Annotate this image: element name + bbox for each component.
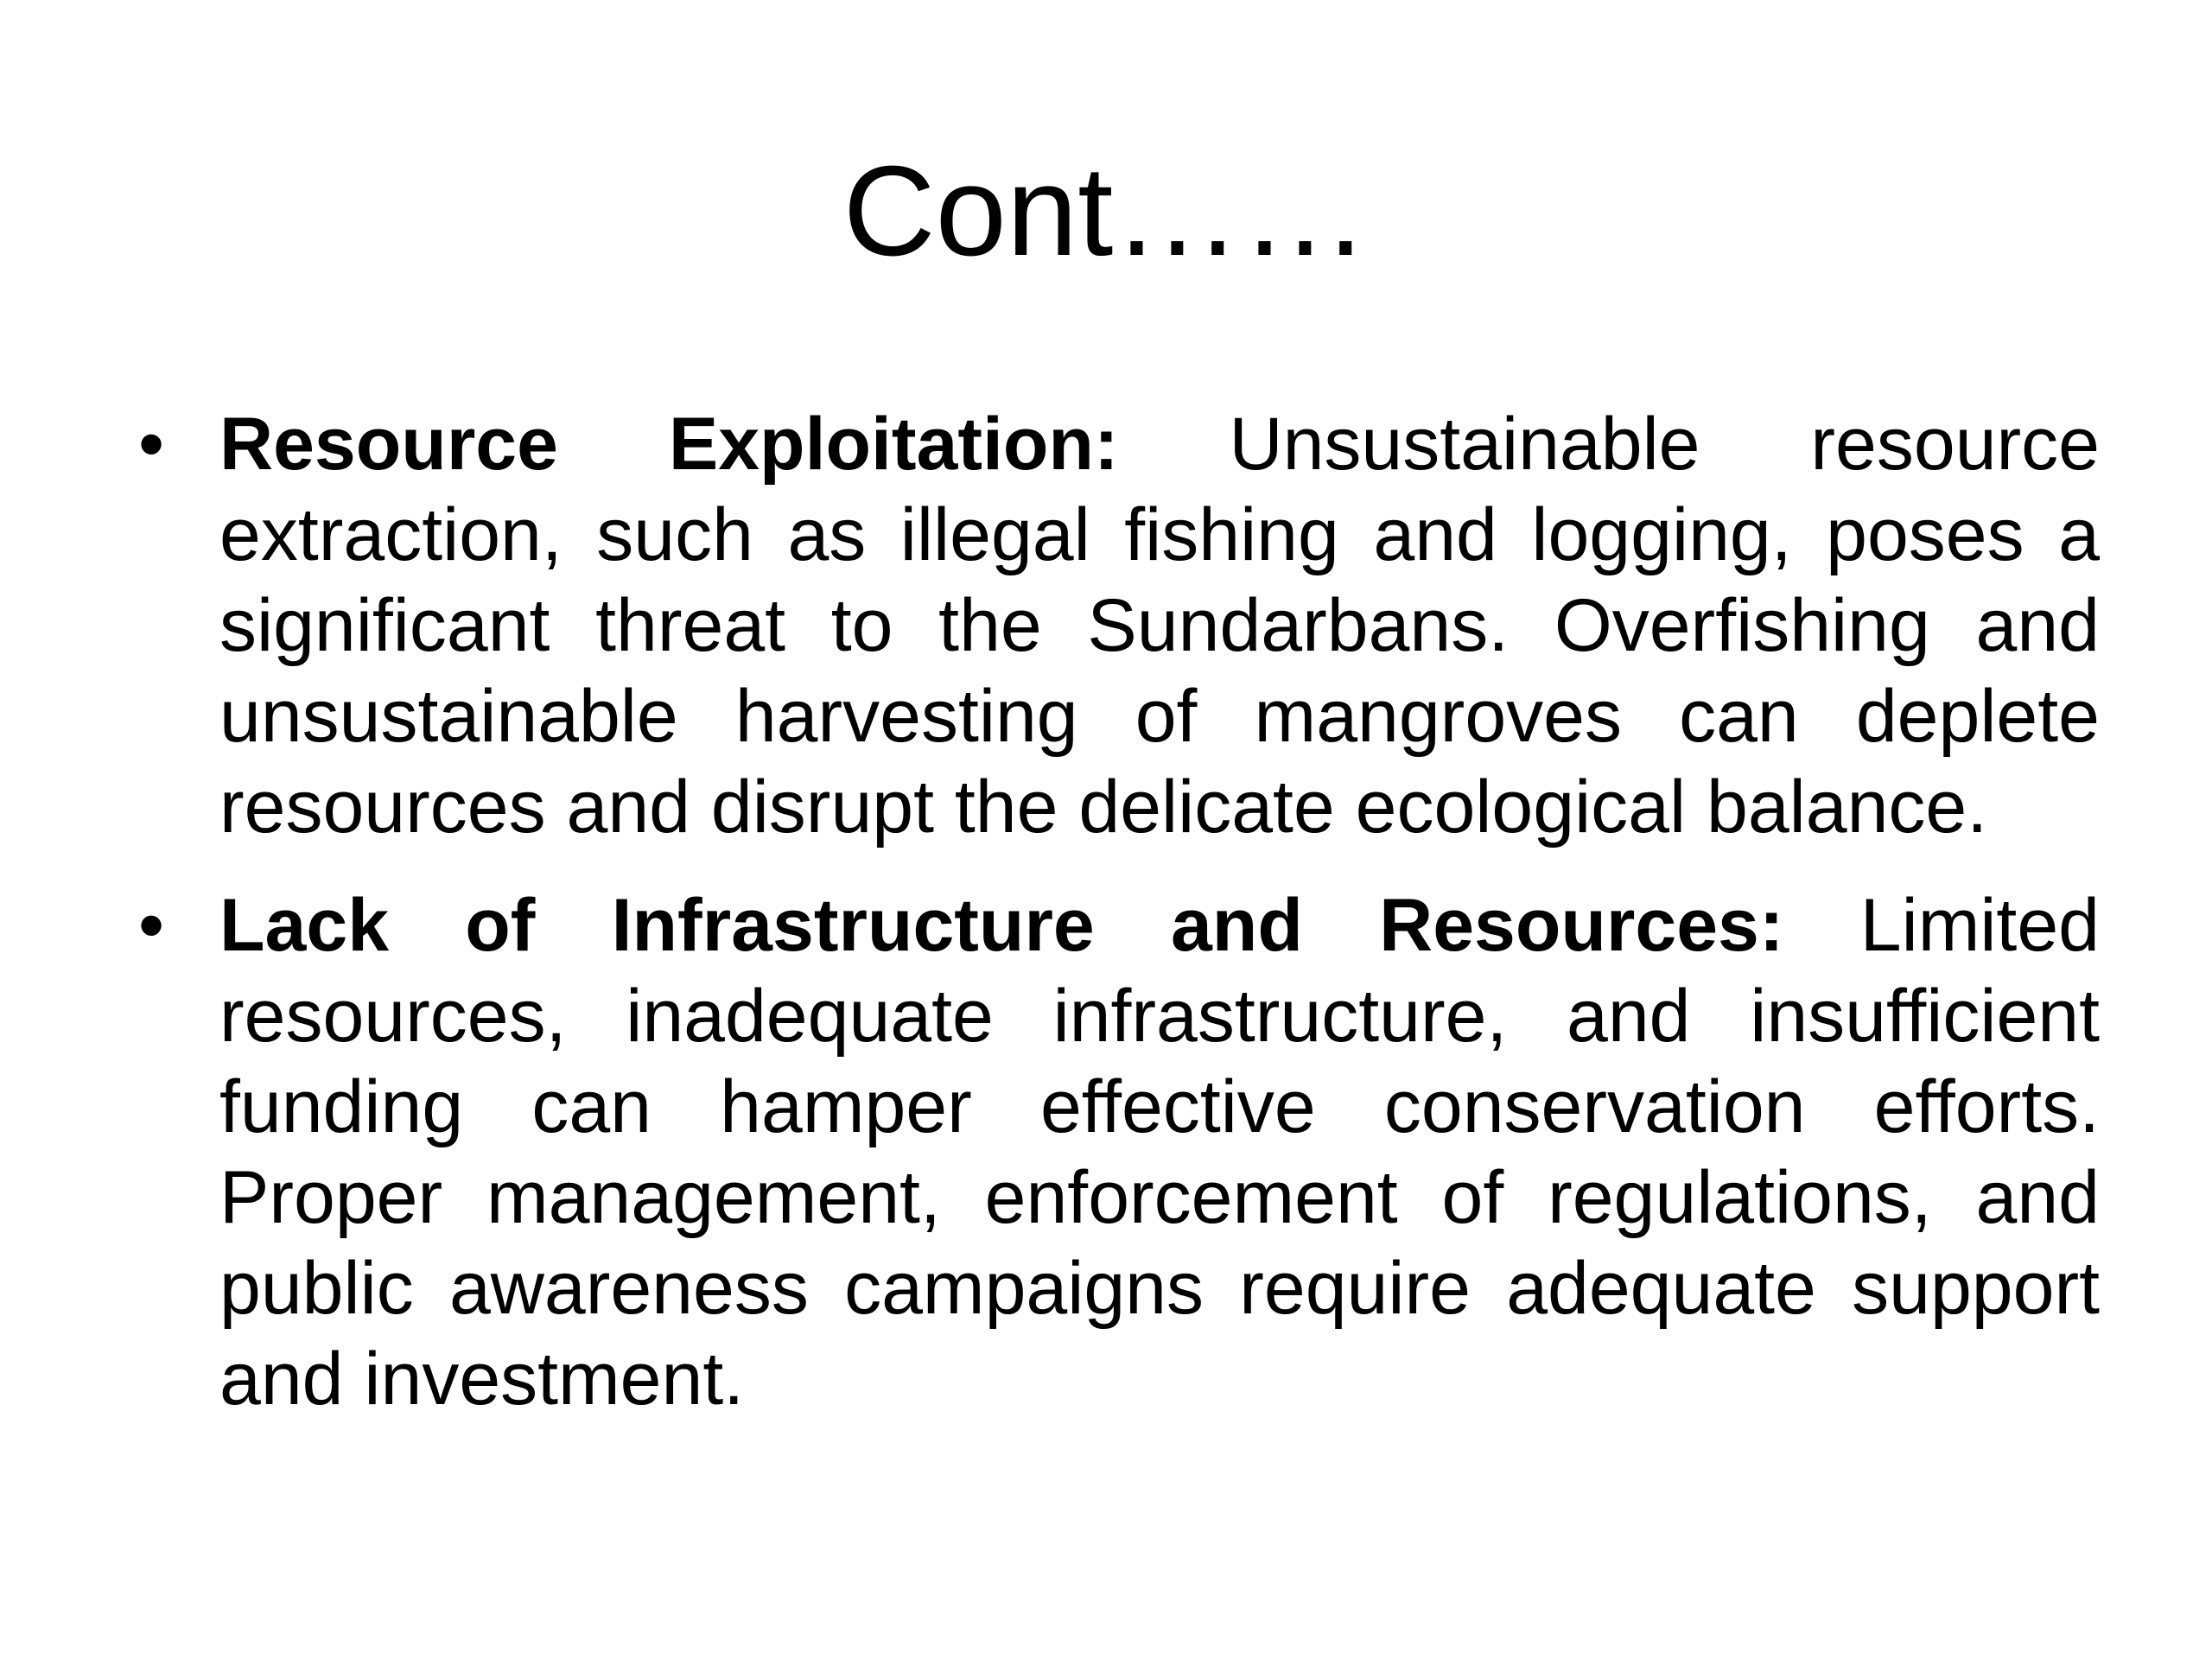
bullet-term: Lack of Infrastructure and Resources: — [219, 884, 1784, 967]
bullet-text: Unsustainable resource extraction, such as illegal fishing and logging, poses a significant threat to the Sundarbans. Overfishing and unsustainable harvesting of mangroves can deplete resources and disrupt the delicate ecological balance. — [219, 403, 2100, 849]
bullet-item-resource-exploitation — [130, 399, 2100, 853]
bullet-marker: • — [138, 403, 165, 486]
bullet-term: Resource Exploitation: — [219, 403, 1119, 486]
bullet-text: Limited resources, inadequate infrastructure, and insufficient funding can hamper effective conservation efforts. Proper management, enforcement of regulations, and public awareness campaigns require adequate support and investment. — [219, 884, 2100, 1421]
bullet-list — [130, 399, 2100, 1452]
bullet-marker: • — [138, 884, 165, 967]
bullet-item-lack-of-infrastructure — [130, 880, 2100, 1425]
slide-title: Cont…… — [842, 140, 1370, 283]
